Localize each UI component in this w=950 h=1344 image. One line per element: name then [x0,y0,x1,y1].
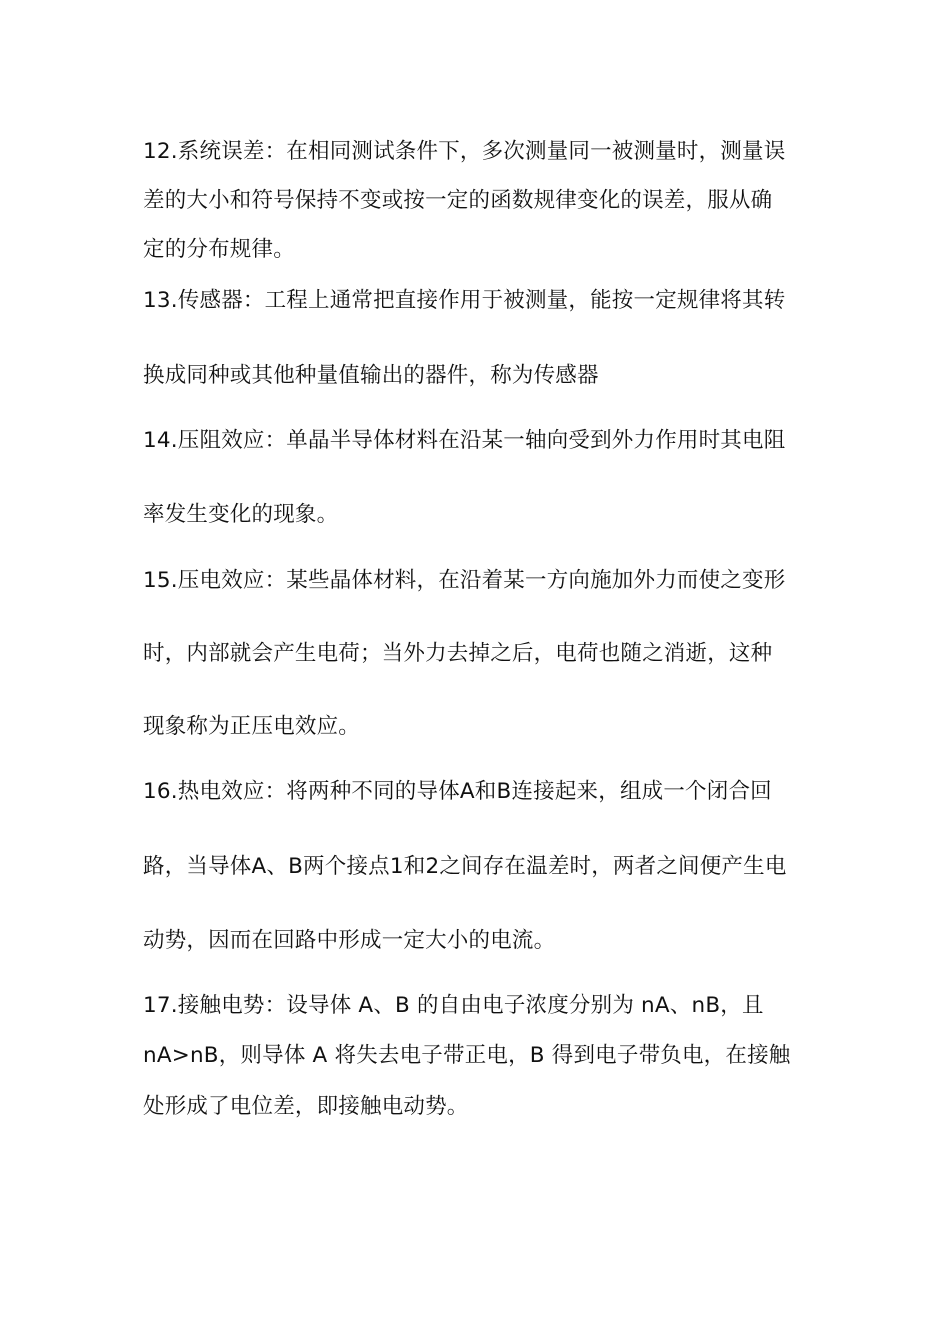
text-line: 率发生变化的现象。 [143,502,339,527]
text-line: 动势，因而在回路中形成一定大小的电流。 [143,928,556,953]
text-line: 16.热电效应：将两种不同的导体A和B连接起来，组成一个闭合回 [143,779,772,804]
text-line: 12.系统误差：在相同测试条件下，多次测量同一被测量时，测量误 [143,139,786,164]
text-line: 15.压电效应：某些晶体材料，在沿着某一方向施加外力而使之变形 [143,568,786,593]
text-line: 14.压阻效应：单晶半导体材料在沿某一轴向受到外力作用时其电阻 [143,428,786,453]
text-line: 换成同种或其他种量值输出的器件，称为传感器 [143,363,599,388]
text-line: 差的大小和符号保持不变或按一定的函数规律变化的误差，服从确 [143,188,773,213]
text-line: 13.传感器：工程上通常把直接作用于被测量，能按一定规律将其转 [143,288,786,313]
text-line: 路，当导体A、B两个接点1和2之间存在温差时，两者之间便产生电 [143,854,787,879]
text-line: 定的分布规律。 [143,237,295,262]
text-line: 处形成了电位差，即接触电动势。 [143,1094,469,1119]
text-line: nA>nB，则导体 A 将失去电子带正电，B 得到电子带负电，在接触 [143,1043,791,1068]
text-line: 17.接触电势：设导体 A、B 的自由电子浓度分别为 nA、nB，且 [143,993,764,1018]
text-line: 现象称为正压电效应。 [143,714,361,739]
text-line: 时，内部就会产生电荷；当外力去掉之后，电荷也随之消逝，这种 [143,641,773,666]
